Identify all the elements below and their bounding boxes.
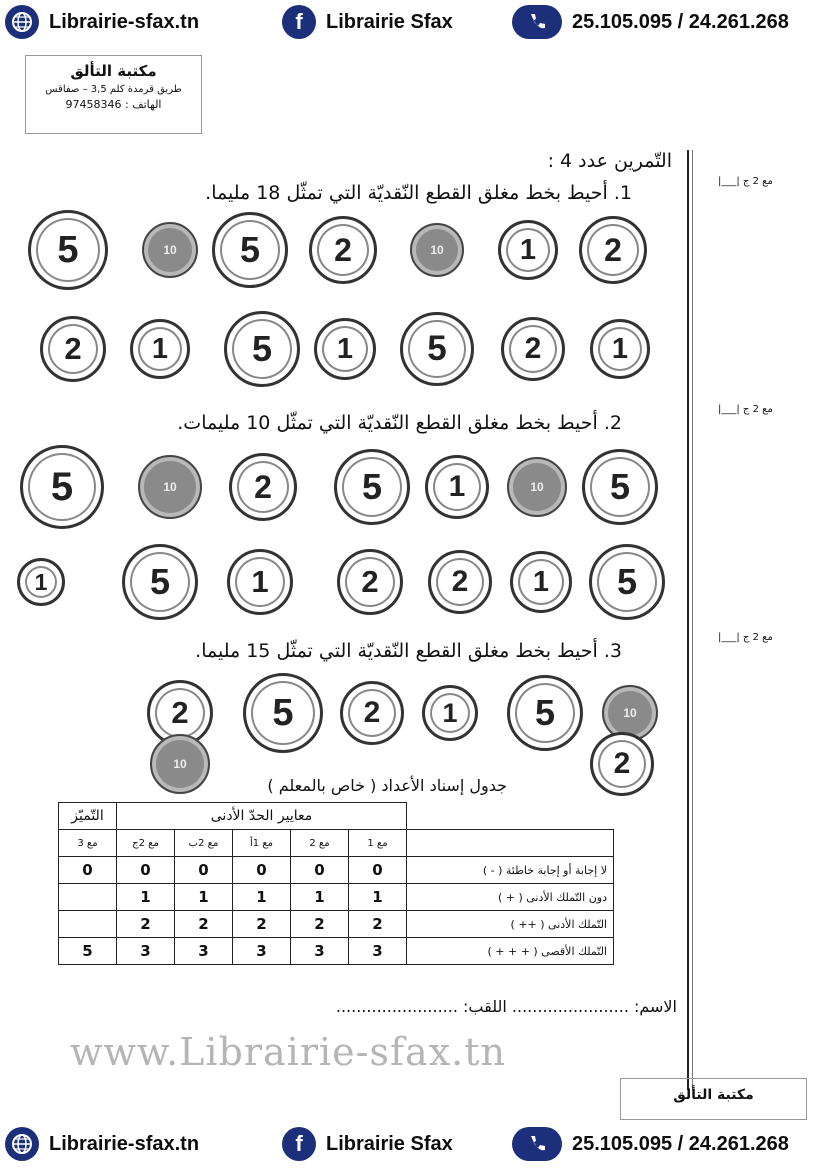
margin-criterion-2-label: مع 2 ج — [742, 404, 773, 415]
site-group[interactable] — [5, 5, 199, 39]
coin-value: 2 — [524, 332, 542, 365]
header-bar — [0, 0, 827, 44]
coin-value: 5 — [251, 328, 273, 369]
globe-icon — [5, 1127, 39, 1161]
margin-criterion-1: مع 2 ج |___| — [718, 176, 773, 187]
table-group-row — [59, 803, 614, 830]
criterion-header: مع 3 — [59, 830, 117, 857]
table-corner — [407, 803, 614, 830]
row-label: التّملك الأدنى ( ++ ) — [407, 911, 614, 938]
criterion-header: مع 2 — [291, 830, 349, 857]
table-cell — [59, 911, 117, 938]
table-cell: 0 — [233, 857, 291, 884]
footer-site-group[interactable] — [5, 1127, 199, 1161]
coin-10 — [138, 455, 202, 519]
group-excellence: التّميّز — [59, 803, 117, 830]
coin-value: 2 — [171, 695, 189, 730]
coin-value: 1 — [442, 697, 458, 728]
table-cell: 0 — [349, 857, 407, 884]
coin-5 — [212, 212, 288, 288]
coin-5 — [582, 449, 658, 525]
table-cell: 1 — [117, 884, 175, 911]
footer-facebook-link[interactable]: Librairie Sfax — [326, 1132, 453, 1155]
table-cell: 1 — [233, 884, 291, 911]
footer-phone-group[interactable] — [512, 1127, 789, 1161]
table-cell: 2 — [291, 911, 349, 938]
coin-1 — [314, 318, 376, 380]
watermark: www.Librairie-sfax.tn — [70, 1030, 506, 1074]
table-cell: 1 — [349, 884, 407, 911]
coin-2 — [428, 550, 492, 614]
coin-1 — [498, 220, 558, 280]
coin-1 — [227, 549, 293, 615]
coin-1 — [130, 319, 190, 379]
table-header-row — [59, 830, 614, 857]
table-cell: 1 — [175, 884, 233, 911]
coin-value: 1 — [251, 564, 269, 599]
table-cell: 2 — [233, 911, 291, 938]
margin-criterion-1-label: مع 2 ج — [742, 176, 773, 187]
coin-value: 5 — [534, 692, 556, 733]
facebook-group[interactable] — [282, 5, 453, 39]
criterion-header: مع 1 — [349, 830, 407, 857]
coin-5 — [334, 449, 410, 525]
library-stamp-bottom — [620, 1078, 807, 1120]
row-label: التّملك الأقصى ( + + + ) — [407, 938, 614, 965]
coin-value: 2 — [334, 231, 352, 268]
table-header-blank — [407, 830, 614, 857]
coin-value: 5 — [149, 561, 171, 602]
table-cell: 3 — [291, 938, 349, 965]
phone-group[interactable] — [512, 5, 789, 39]
facebook-link[interactable]: Librairie Sfax — [326, 10, 453, 33]
coin-value: 2 — [604, 231, 622, 268]
question-2: 2. أحيط بخط مغلق القطع النّقديّة التي تمثّل 10 مليمات. — [177, 412, 622, 434]
table-cell: 0 — [59, 857, 117, 884]
table-cell — [59, 884, 117, 911]
coin-value: 1 — [532, 565, 550, 598]
coin-value: 5 — [239, 229, 261, 270]
facebook-icon: f — [282, 1127, 316, 1161]
stamp-name: مكتبة التألق — [70, 62, 157, 80]
coin-value: 2 — [361, 564, 379, 599]
margin-criterion-2: مع 2 ج |___| — [718, 404, 773, 415]
coin-value: 5 — [361, 466, 383, 507]
table-cell: 3 — [117, 938, 175, 965]
coin-5 — [243, 673, 323, 753]
student-name-line: الاسم: ....................... اللقب: ........................ — [335, 997, 677, 1016]
margin-criterion-3: مع 2 ج |___| — [718, 632, 773, 643]
table-row — [59, 857, 614, 884]
coin-value: 1 — [34, 568, 48, 595]
coin-value: 2 — [613, 747, 631, 780]
site-link[interactable]: Librairie-sfax.tn — [49, 10, 200, 33]
coin-value: 10 — [530, 480, 544, 494]
coin-5 — [224, 311, 300, 387]
coin-value: 5 — [50, 464, 74, 509]
phone-icon — [512, 5, 562, 39]
coin-value: 2 — [64, 331, 82, 366]
coin-10 — [507, 457, 567, 517]
footer-site-link[interactable]: Librairie-sfax.tn — [49, 1132, 200, 1155]
coin-10 — [410, 223, 464, 277]
coin-5 — [28, 210, 108, 290]
coin-value: 5 — [427, 329, 447, 368]
coin-value: 1 — [448, 470, 466, 503]
table-cell: 0 — [175, 857, 233, 884]
coin-value: 10 — [163, 480, 177, 494]
coin-1 — [590, 319, 650, 379]
coin-value: 5 — [272, 691, 294, 734]
coin-2 — [40, 316, 106, 382]
table-cell: 2 — [117, 911, 175, 938]
facebook-icon: f — [282, 5, 316, 39]
coin-value: 10 — [623, 706, 637, 720]
coin-value: 2 — [254, 468, 272, 505]
table-cell: 5 — [59, 938, 117, 965]
grading-table-title: جدول إسناد الأعداد ( خاص بالمعلم ) — [267, 776, 507, 795]
coin-2 — [590, 732, 654, 796]
coin-1 — [422, 685, 478, 741]
table-cell: 1 — [291, 884, 349, 911]
library-stamp — [25, 55, 202, 134]
coin-5 — [589, 544, 665, 620]
table-cell: 3 — [175, 938, 233, 965]
coin-5 — [122, 544, 198, 620]
question-1: 1. أحيط بخط مغلق القطع النّقديّة التي تمثّل 18 مليما. — [205, 182, 632, 204]
footer-phone-number[interactable]: 25.105.095 / 24.261.268 — [572, 1132, 789, 1155]
coin-value: 10 — [163, 243, 177, 257]
row-label: دون التّملك الأدنى ( + ) — [407, 884, 614, 911]
coin-value: 2 — [451, 565, 469, 598]
coin-value: 1 — [611, 332, 629, 365]
coin-1 — [510, 551, 572, 613]
coin-value: 5 — [57, 228, 79, 271]
coin-10 — [150, 734, 210, 794]
table-row — [59, 884, 614, 911]
stamp-phone: 97458346 : الهاتف — [65, 98, 162, 111]
coin-2 — [501, 317, 565, 381]
coin-2 — [229, 453, 297, 521]
stamp2-name: مكتبة التألق — [673, 1087, 754, 1103]
coin-5 — [20, 445, 104, 529]
table-cell: 2 — [175, 911, 233, 938]
table-cell: 2 — [349, 911, 407, 938]
table-cell: 0 — [117, 857, 175, 884]
coin-1 — [17, 558, 65, 606]
row-label: لا إجابة أو إجابة خاطئة ( - ) — [407, 857, 614, 884]
margin-criterion-3-label: مع 2 ج — [742, 632, 773, 643]
coin-5 — [400, 312, 474, 386]
criterion-header: مع 1أ — [233, 830, 291, 857]
phone-icon — [512, 1127, 562, 1161]
coin-2 — [309, 216, 377, 284]
coin-value: 5 — [616, 561, 638, 602]
coin-value: 2 — [363, 696, 381, 729]
criterion-header: مع 2ب — [175, 830, 233, 857]
globe-icon — [5, 5, 39, 39]
coin-value: 1 — [336, 332, 354, 365]
coin-value: 1 — [151, 332, 169, 365]
coin-5 — [507, 675, 583, 751]
stamp-address: طريق قرمدة كلم 3,5 – صفاقس — [45, 84, 182, 95]
exercise-title: التّمرين عدد 4 : — [547, 150, 672, 172]
margin-divider — [687, 150, 689, 1090]
coin-2 — [579, 216, 647, 284]
coin-value: 5 — [609, 466, 631, 507]
footer-facebook-group[interactable] — [282, 1127, 453, 1161]
phone-number[interactable]: 25.105.095 / 24.261.268 — [572, 10, 789, 33]
coin-10 — [142, 222, 198, 278]
coin-2 — [337, 549, 403, 615]
table-row — [59, 911, 614, 938]
table-cell: 3 — [233, 938, 291, 965]
coin-value: 10 — [173, 757, 187, 771]
group-min-criteria: معايير الحدّ الأدنى — [117, 803, 407, 830]
table-row — [59, 938, 614, 965]
table-cell: 0 — [291, 857, 349, 884]
grading-table — [58, 802, 614, 965]
footer-bar — [0, 1122, 827, 1166]
criterion-header: مع 2ج — [117, 830, 175, 857]
coin-1 — [425, 455, 489, 519]
coin-value: 10 — [430, 243, 444, 257]
question-3: 3. أحيط بخط مغلق القطع النّقديّة التي تمثّل 15 مليما. — [195, 640, 622, 662]
table-cell: 3 — [349, 938, 407, 965]
coin-2 — [340, 681, 404, 745]
margin-divider-shadow — [692, 150, 693, 1090]
coin-value: 1 — [519, 233, 537, 266]
